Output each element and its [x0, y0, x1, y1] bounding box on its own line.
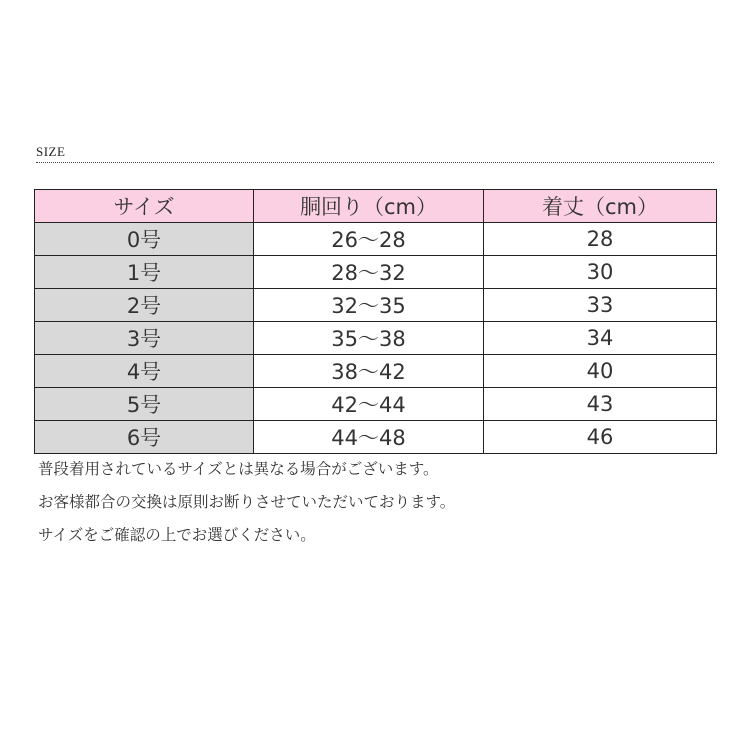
size-cell: 2号	[35, 289, 254, 322]
size-cell: 1号	[35, 256, 254, 289]
length-cell: 46	[484, 421, 717, 454]
table-row	[35, 355, 717, 388]
size-cell: 5号	[35, 388, 254, 421]
length-cell: 33	[484, 289, 717, 322]
note-line: お客様都合の交換は原則お断りさせていただいております。	[38, 493, 456, 511]
waist-cell: 38〜42	[254, 355, 484, 388]
waist-cell: 35〜38	[254, 322, 484, 355]
table-row	[35, 256, 717, 289]
waist-cell: 42〜44	[254, 388, 484, 421]
table-row	[35, 388, 717, 421]
waist-cell: 26〜28	[254, 223, 484, 256]
table-row	[35, 223, 717, 256]
header-waist: 胴回り（cm）	[254, 190, 484, 223]
length-cell: 34	[484, 322, 717, 355]
size-cell: 4号	[35, 355, 254, 388]
note-line: 普段着用されているサイズとは異なる場合がございます。	[38, 460, 439, 478]
table-row	[35, 421, 717, 454]
section-title: SIZE	[36, 144, 66, 159]
note-line: サイズをご確認の上でお選びください。	[38, 526, 316, 544]
notes-block	[38, 455, 455, 554]
length-cell: 28	[484, 223, 717, 256]
length-cell: 30	[484, 256, 717, 289]
size-cell: 0号	[35, 223, 254, 256]
header-size: サイズ	[35, 190, 254, 223]
size-cell: 3号	[35, 322, 254, 355]
length-cell: 43	[484, 388, 717, 421]
size-cell: 6号	[35, 421, 254, 454]
size-chart-table	[34, 189, 717, 454]
table-row	[35, 289, 717, 322]
dotted-divider	[36, 162, 714, 163]
table-header-row	[35, 190, 717, 223]
waist-cell: 28〜32	[254, 256, 484, 289]
waist-cell: 32〜35	[254, 289, 484, 322]
waist-cell: 44〜48	[254, 421, 484, 454]
table-row	[35, 322, 717, 355]
header-length: 着丈（cm）	[484, 190, 717, 223]
length-cell: 40	[484, 355, 717, 388]
